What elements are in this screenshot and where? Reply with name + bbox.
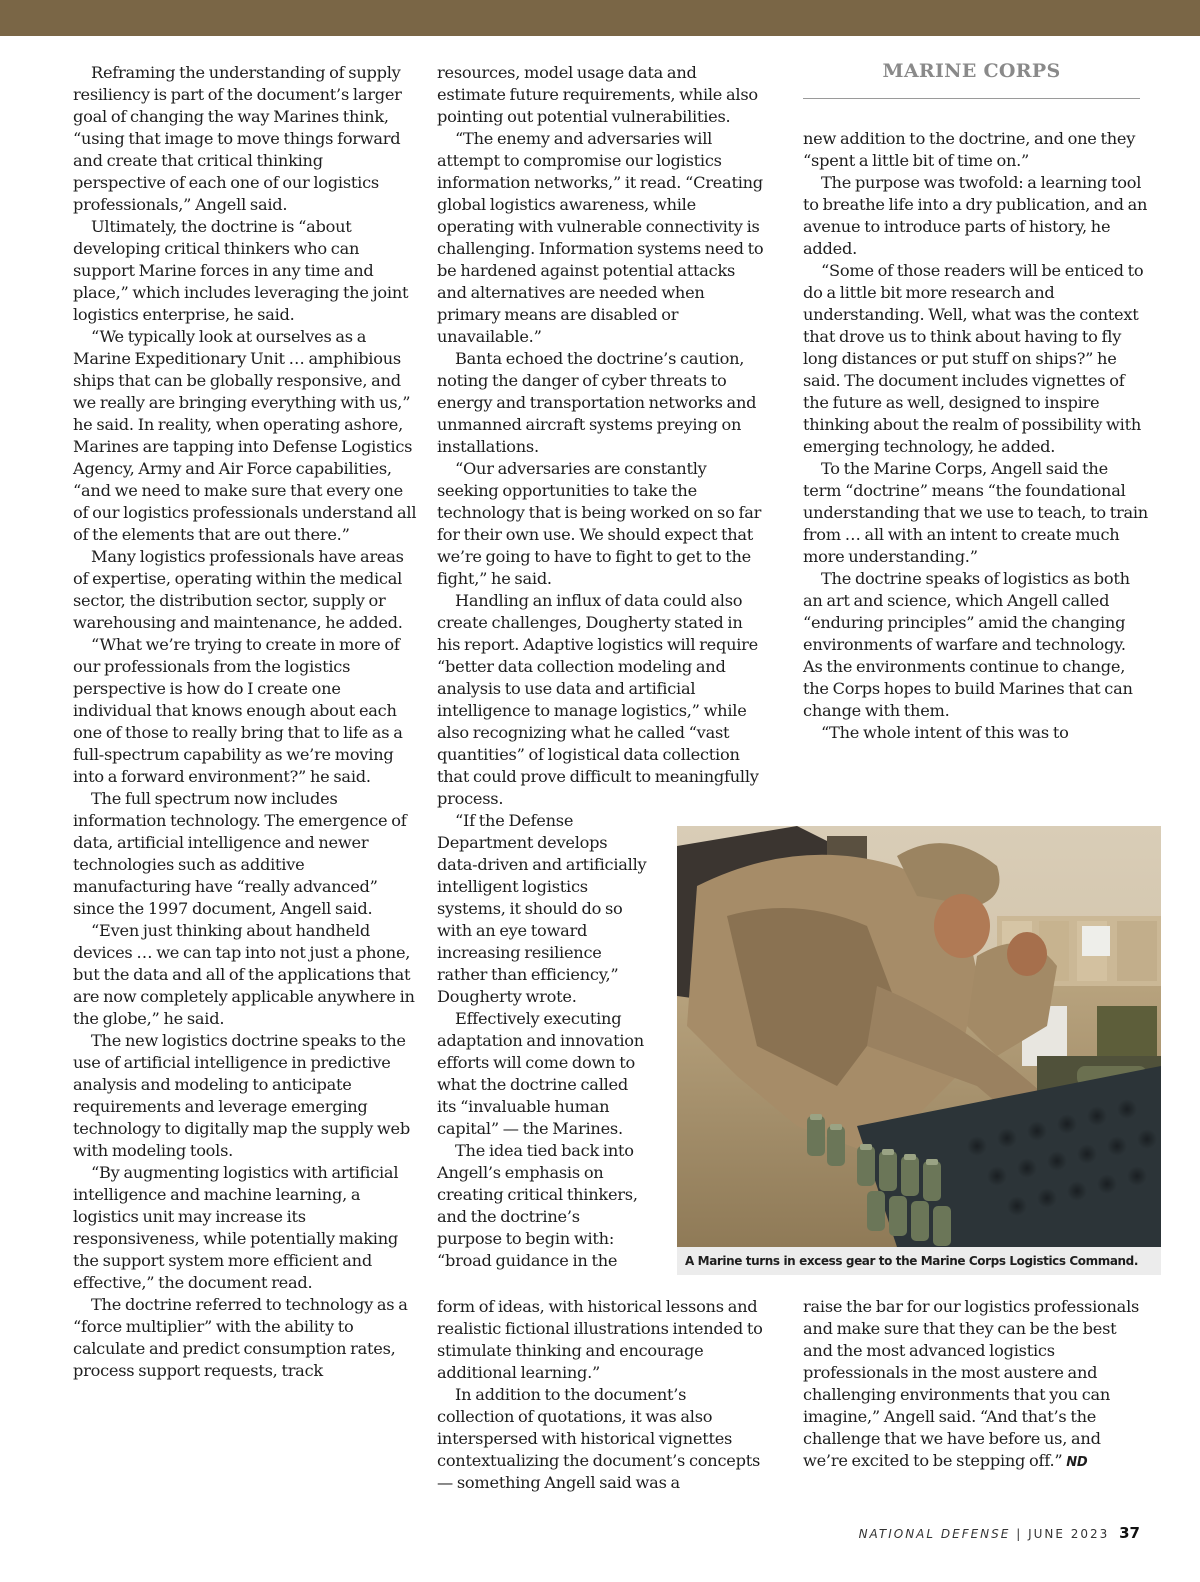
paragraph: “By augmenting logistics with artificial intelligence and machine learning, a logistics unit may increase its responsiveness, while potentially making the support system more efficient and effective,” the document read. (73, 1163, 399, 1292)
paragraph: Many logistics professionals have areas of expertise, operating within the medical sector, the distribution sector, supply or warehousing and maintenance, he added. (73, 547, 404, 632)
article-column-3 (803, 128, 1148, 744)
end-mark: ND (1066, 1455, 1088, 1470)
paragraph: Banta echoed the doctrine’s caution, noting the danger of cyber threats to energy and transportation networks and unmanned aircraft systems preying on installations. (437, 349, 757, 456)
paragraph: Effectively executing adaptation and innovation efforts will come down to what the doctrine called its “invaluable human capital” — the Marines. (437, 1009, 644, 1138)
paragraph: The new logistics doctrine speaks to the use of artificial intelligence in predictive analysis and modeling to anticipate requirements and leverage emerging technology to digitally map the supply web with modeling tools. (73, 1031, 410, 1160)
footer-separator: | (1016, 1527, 1023, 1541)
paragraph: To the Marine Corps, Angell said the term “doctrine” means “the foundational understanding that we use to teach, to train from … all with an intent to create much more understanding.” (803, 459, 1148, 566)
article-photo (677, 826, 1161, 1247)
paragraph: form of ideas, with historical lessons and realistic fictional illustrations intended to stimulate thinking and encourage additional learning.” (437, 1297, 763, 1382)
paragraph: “Some of those readers will be enticed to do a little bit more research and understanding. Well, what was the context that drove us to think about having to fly long distances or put stuff on ships?” he said. The document includes vignettes of the future as well, designed to inspire thinking about the realm of possibility with emerging technology, he added. (803, 261, 1144, 456)
section-rule (803, 98, 1140, 99)
closing-paragraph: raise the bar for our logistics professionals and make sure that they can be the best and the most advanced logistics professionals in the most austere and challenging environments that you can imagine,” Angell said. “And that’s the challenge that we have before us, and we’re excited to be stepping off.” (803, 1297, 1140, 1470)
section-heading: MARINE CORPS (882, 60, 1061, 82)
paragraph: The doctrine referred to technology as a “force multiplier” with the ability to calculate and predict consumption rates, process support requests, track (73, 1295, 408, 1380)
paragraph: “The enemy and adversaries will attempt to compromise our logistics information networks,” it read. “Creating global logistics awareness, while operating with vulnerable connectivity is challenging. Information systems need to be hardened against potential attacks and alternatives are needed when primary means are disabled or unavailable.” (437, 129, 764, 346)
article-column-1 (73, 62, 418, 1382)
paragraph: The idea tied back into Angell’s emphasis on creating critical thinkers, and the doctrine’s purpose to begin with: “broad guidance in the (437, 1141, 638, 1270)
paragraph: “We typically look at ourselves as a Marine Expeditionary Unit … amphibious ships that can be globally responsive, and we really are bringing everything with us,” he said. In reality, when operating ashore, Marines are tapping into Defense Logistics Agency, Army and Air Force capabilities, “and we need to make sure that every one of our logistics professionals understand all of the elements that are out there.” (73, 327, 417, 544)
paragraph: “If the Defense Department develops data-driven and artificially intelligent logistics systems, it should do so with an eye toward increasing resilience rather than efficiency,” Dougherty wrote. (437, 811, 647, 1006)
paragraph: Ultimately, the doctrine is “about developing critical thinkers who can support Marine forces in any time and place,” which includes leveraging the joint logistics enterprise, he said. (73, 217, 409, 324)
paragraph: “Even just thinking about handheld devices … we can tap into not just a phone, but the data and all of the applications that are now completely applicable anywhere in the globe,” he said. (73, 921, 415, 1028)
marines-photo-illustration (677, 826, 1161, 1247)
article-column-2-bottom (437, 1296, 767, 1494)
paragraph: The purpose was twofold: a learning tool to breathe life into a dry publication, and an avenue to introduce parts of history, he added. (803, 173, 1148, 258)
paragraph: Handling an influx of data could also create challenges, Dougherty stated in his report. Adaptive logistics will require “better data collection modeling and analysis to use data and artificial intelligence to manage logistics,” while also recognizing what he called “vast quantities” of logistical data collection that could prove difficult to meaningfully process. (437, 591, 759, 808)
top-color-band (0, 0, 1200, 36)
paragraph: The full spectrum now includes information technology. The emergence of data, artificial intelligence and newer technologies such as additive manufacturing have “really advanced” since the 1997 document, Angell said. (73, 789, 407, 918)
paragraph: new addition to the doctrine, and one they “spent a little bit of time on.” (803, 129, 1136, 170)
text-wrap-around-photo (437, 810, 647, 1272)
photo-caption: A Marine turns in excess gear to the Marine Corps Logistics Command. (677, 1247, 1161, 1275)
paragraph: The doctrine speaks of logistics as both an art and science, which Angell called “enduring principles” amid the changing environments of warfare and technology. As the environments continue to change, the Corps hopes to build Marines that can change with them. (803, 569, 1133, 720)
paragraph: Reframing the understanding of supply resiliency is part of the document’s larger goal of changing the way Marines think, “using that image to move things forward and create that critical thinking perspective of each one of our logistics professionals,” Angell said. (73, 63, 402, 214)
article-column-3-bottom (803, 1296, 1148, 1474)
paragraph (803, 1296, 1148, 1474)
paragraph: “The whole intent of this was to (821, 723, 1069, 742)
issue-date: JUNE 2023 (1028, 1527, 1110, 1541)
page-footer (859, 1524, 1140, 1542)
paragraph: resources, model usage data and estimate future requirements, while also pointing out potential vulnerabilities. (437, 63, 758, 126)
publication-name: NATIONAL DEFENSE (858, 1527, 1011, 1541)
page-number: 37 (1119, 1524, 1140, 1542)
paragraph: In addition to the document’s collection of quotations, it was also interspersed with historical vignettes contextualizing the document’s concepts — something Angell said was a (437, 1385, 761, 1492)
paragraph: “Our adversaries are constantly seeking opportunities to take the technology that is being worked on so far for their own use. We should expect that we’re going to have to fight to get to the fight,” he said. (437, 459, 762, 588)
paragraph: “What we’re trying to create in more of our professionals from the logistics perspective is how do I create one individual that knows enough about each one of those to really bring that to life as a full-spectrum capability as we’re moving into a forward environment?” he said. (73, 635, 403, 786)
